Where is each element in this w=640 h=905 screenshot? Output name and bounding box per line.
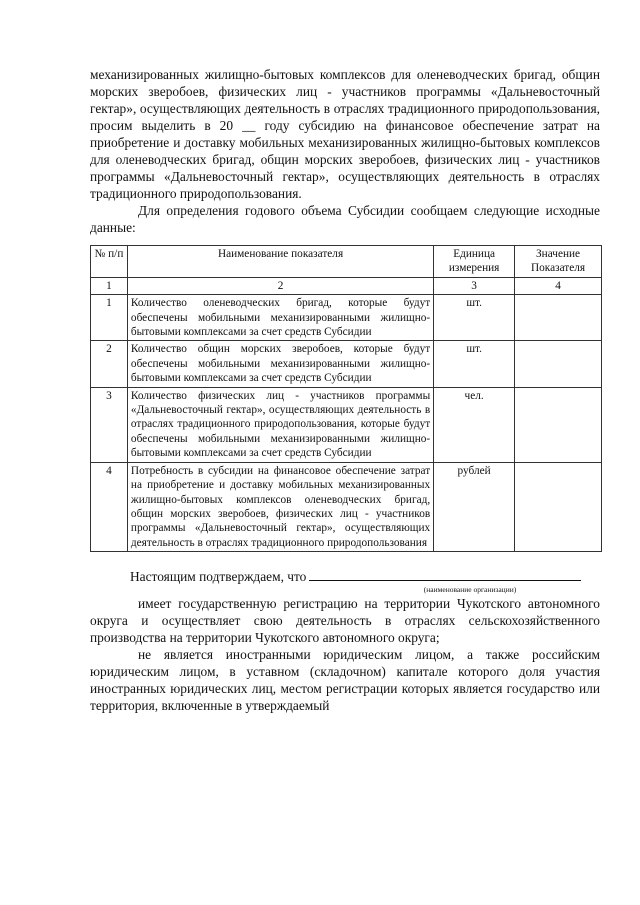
- column-number: 1: [91, 277, 128, 294]
- indicators-table: [90, 245, 602, 552]
- table-row: [91, 462, 602, 551]
- table-header-row: [91, 246, 602, 278]
- row-unit: рублей: [434, 462, 515, 551]
- organization-caption: (наименование организации): [423, 585, 517, 595]
- row-unit: шт.: [434, 341, 515, 387]
- column-number: 2: [127, 277, 433, 294]
- row-num: 3: [91, 387, 128, 462]
- after-paragraph-1: имеет государственную регистрацию на территории Чукотского автономного округа и осуществляет свою деятельность в отраслях сельскохозяйственного производства на территории Чукотского автономного округа;: [90, 596, 600, 646]
- header-value: Значение Показателя: [515, 246, 602, 278]
- row-name: Количество оленеводческих бригад, которые будут обеспечены мобильными механизированными жилищно-бытовыми комплексами за счет средств Субсидии: [127, 295, 433, 341]
- header-name: Наименование показателя: [127, 246, 433, 278]
- confirm-line: [90, 566, 600, 585]
- row-unit: шт.: [434, 295, 515, 341]
- header-unit: Единица измерения: [434, 246, 515, 278]
- row-unit: чел.: [434, 387, 515, 462]
- after-paragraph-2: не является иностранными юридическим лицом, а также российским юридическим лицом, в уставном (складочном) капитале которого доля участия иностранных юридических лиц, местом регистрации которых является государство или территория, включенные в утверждаемый: [90, 647, 600, 714]
- column-number: 4: [515, 277, 602, 294]
- organization-name-blank[interactable]: [309, 566, 581, 581]
- row-num: 1: [91, 295, 128, 341]
- table-row: [91, 295, 602, 341]
- row-value[interactable]: [515, 462, 602, 551]
- row-value[interactable]: [515, 295, 602, 341]
- row-name: Количество общин морских зверобоев, которые будут обеспечены мобильными механизированными жилищно-бытовыми комплексами за счет средств Субсидии: [127, 341, 433, 387]
- row-value[interactable]: [515, 341, 602, 387]
- table-row: [91, 341, 602, 387]
- header-num: № п/п: [91, 246, 128, 278]
- row-num: 2: [91, 341, 128, 387]
- document-page: [90, 66, 600, 714]
- row-value[interactable]: [515, 387, 602, 462]
- table-column-numbers-row: [91, 277, 602, 294]
- confirm-text: Настоящим подтверждаем, что: [130, 569, 307, 585]
- intro-paragraph-1: механизированных жилищно-бытовых комплексов для оленеводческих бригад, общин морских зверобоев, физических лиц - участников программы «Дальневосточный гектар», осуществляющих деятельность в отраслях традиционного природопользования, просим выделить в 20 __ году субсидию на финансовое обеспечение затрат на приобретение и доставку мобильных механизированных жилищно-бытовых комплексов для оленеводческих бригад, общин морских зверобоев, физических лиц - участников программы «Дальневосточный гектар», осуществляющих деятельность в отраслях традиционного природопользования.: [90, 67, 600, 201]
- row-name: Количество физических лиц - участников программы «Дальневосточный гектар», осуществляющих деятельность в отраслях традиционного природопользования, которые будут обеспечены мобильными механизированными жилищно-бытовыми комплексами за счет средств Субсидии: [127, 387, 433, 462]
- intro-paragraph-2: Для определения годового объема Субсидии сообщаем следующие исходные данные:: [90, 203, 600, 235]
- row-name: Потребность в субсидии на финансовое обеспечение затрат на приобретение и доставку мобильных механизированных жилищно-бытовых комплексов оленеводческих бригад, общин морских зверобоев, физических лиц - участников программы «Дальневосточный гектар», осуществляющих деятельность в отраслях традиционного природопользования: [127, 462, 433, 551]
- table-row: [91, 387, 602, 462]
- row-num: 4: [91, 462, 128, 551]
- column-number: 3: [434, 277, 515, 294]
